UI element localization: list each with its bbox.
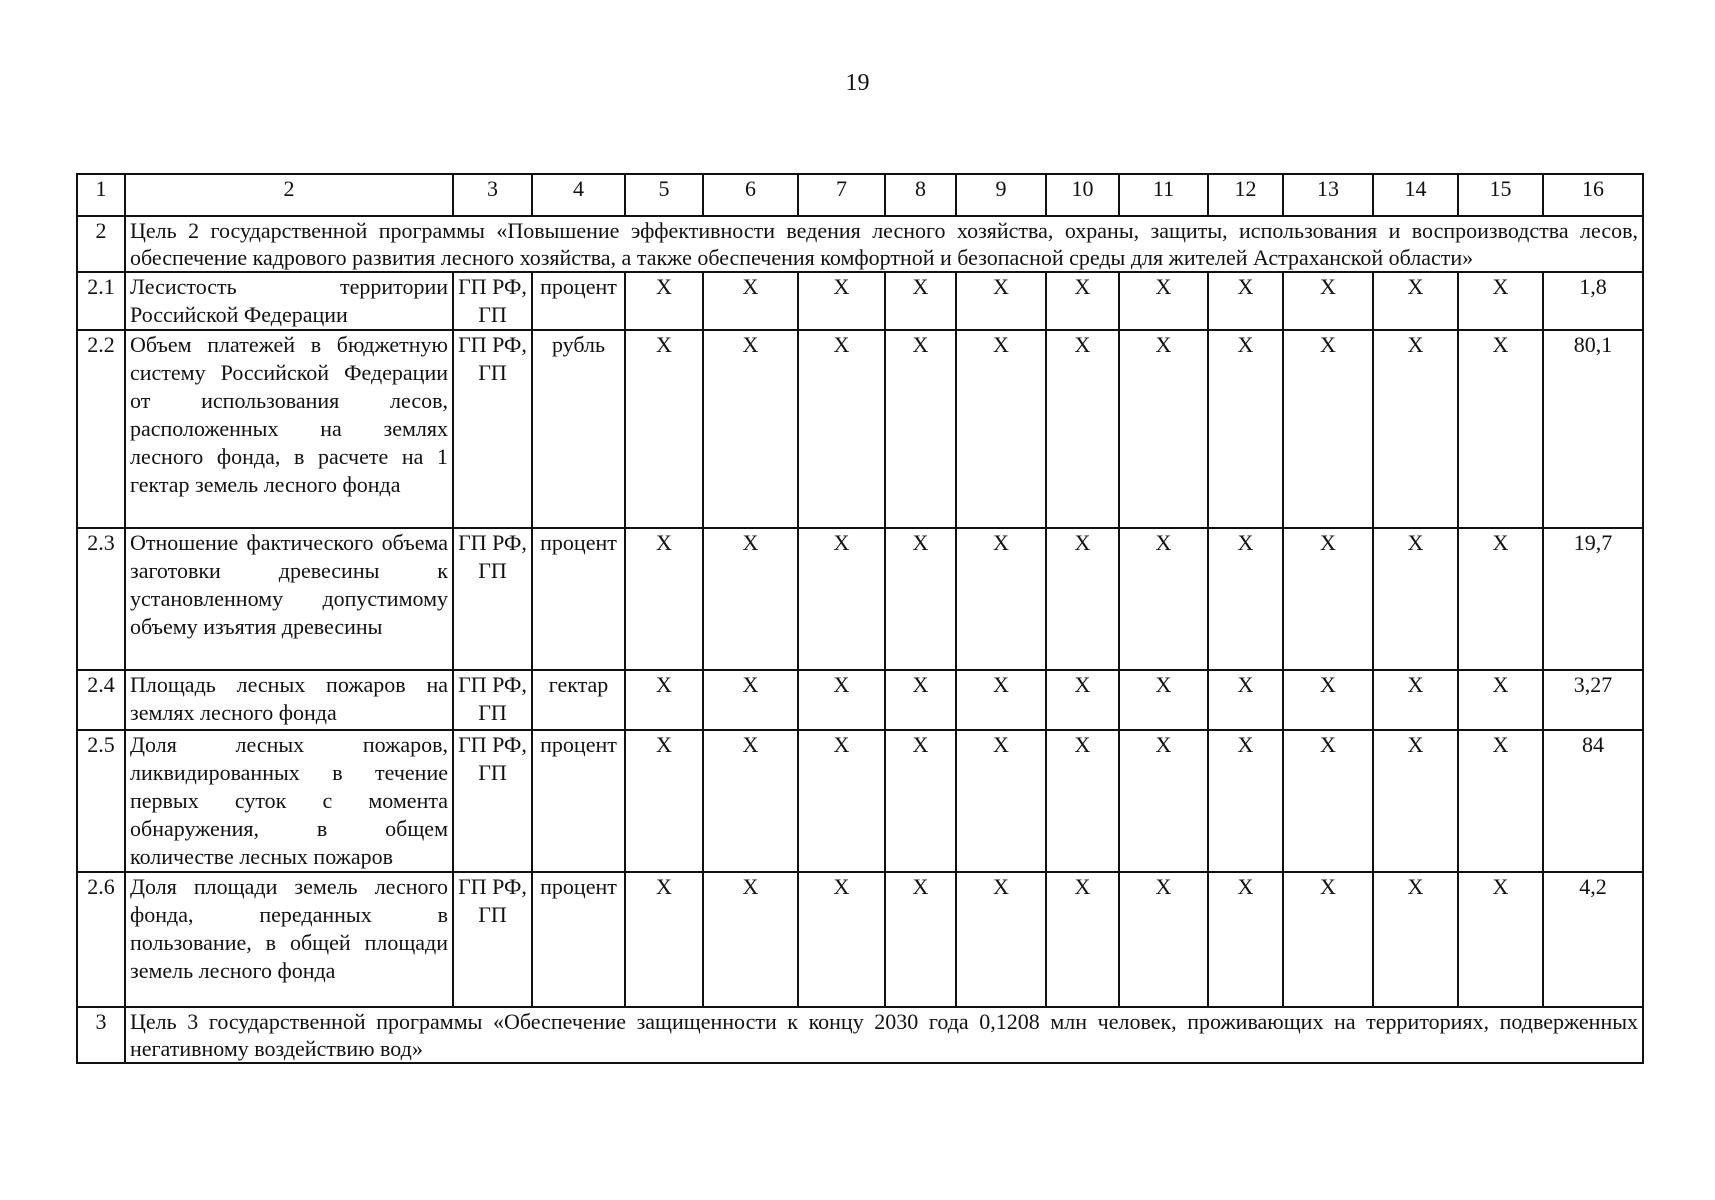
indicator-mark: X — [956, 670, 1046, 730]
indicator-mark: X — [703, 330, 798, 528]
indicator-mark: X — [956, 528, 1046, 670]
indicator-source: ГП РФ, ГП — [453, 330, 532, 528]
indicator-row — [77, 528, 1643, 670]
indicator-mark: X — [798, 330, 885, 528]
indicator-name: Доля площади земель лесного фонда, переданных в пользование, в общей площади земель лесного фонда — [125, 872, 453, 1007]
indicator-mark: X — [625, 528, 703, 670]
indicator-mark: X — [1046, 730, 1119, 872]
indicator-mark: X — [1119, 330, 1208, 528]
indicator-name: Доля лесных пожаров, ликвидированных в течение первых суток с момента обнаружения, в общем количестве лесных пожаров — [125, 730, 453, 872]
indicator-row — [77, 330, 1643, 528]
indicator-value: 84 — [1543, 730, 1643, 872]
indicator-source: ГП РФ, ГП — [453, 730, 532, 872]
indicators-table — [76, 173, 1644, 1064]
indicator-mark: X — [1119, 272, 1208, 330]
indicator-mark: X — [956, 730, 1046, 872]
indicator-mark: X — [798, 872, 885, 1007]
indicator-unit: гектар — [532, 670, 625, 730]
goal-2-text: Цель 2 государственной программы «Повышение эффективности ведения лесного хозяйства, охраны, защиты, использования и воспроизводства лесов, обеспечение кадрового развития лесного хозяйства, а также обеспечения комфортной и безопасной среды для жителей Астраханской области» — [125, 216, 1643, 272]
goal-3-text: Цель 3 государственной программы «Обеспечение защищенности к концу 2030 года 0,1208 млн человек, проживающих на территориях, подверженных негативному воздействию вод» — [125, 1007, 1643, 1063]
column-number-6: 6 — [703, 174, 798, 216]
column-number-4: 4 — [532, 174, 625, 216]
column-number-5: 5 — [625, 174, 703, 216]
indicator-mark: X — [1283, 330, 1373, 528]
indicator-value: 3,27 — [1543, 670, 1643, 730]
column-number-14: 14 — [1373, 174, 1458, 216]
indicator-mark: X — [1119, 528, 1208, 670]
indicator-mark: X — [625, 272, 703, 330]
indicator-mark: X — [703, 670, 798, 730]
indicator-name: Лесистость территории Российской Федерации — [125, 272, 453, 330]
column-number-3: 3 — [453, 174, 532, 216]
indicator-mark: X — [1373, 872, 1458, 1007]
indicator-mark: X — [1458, 330, 1543, 528]
indicator-mark: X — [1208, 670, 1283, 730]
indicator-row — [77, 272, 1643, 330]
indicator-number: 2.1 — [77, 272, 125, 330]
indicator-mark: X — [1208, 528, 1283, 670]
indicator-unit: процент — [532, 528, 625, 670]
indicator-mark: X — [1119, 730, 1208, 872]
indicator-number: 2.2 — [77, 330, 125, 528]
indicator-mark: X — [1458, 670, 1543, 730]
indicator-mark: X — [625, 730, 703, 872]
indicator-mark: X — [703, 528, 798, 670]
indicator-mark: X — [885, 872, 956, 1007]
column-number-7: 7 — [798, 174, 885, 216]
indicator-name: Площадь лесных пожаров на землях лесного фонда — [125, 670, 453, 730]
indicator-mark: X — [1283, 872, 1373, 1007]
indicator-mark: X — [798, 528, 885, 670]
column-number-12: 12 — [1208, 174, 1283, 216]
indicator-mark: X — [1119, 872, 1208, 1007]
indicator-mark: X — [1283, 670, 1373, 730]
indicator-mark: X — [798, 272, 885, 330]
goal-3-row — [77, 1007, 1643, 1063]
indicator-row — [77, 730, 1643, 872]
column-number-2: 2 — [125, 174, 453, 216]
indicator-mark: X — [1373, 272, 1458, 330]
table-body — [77, 174, 1643, 1063]
indicator-mark: X — [885, 528, 956, 670]
indicator-mark: X — [1458, 872, 1543, 1007]
indicator-mark: X — [1283, 730, 1373, 872]
indicator-value: 1,8 — [1543, 272, 1643, 330]
indicator-source: ГП РФ, ГП — [453, 670, 532, 730]
indicator-value: 80,1 — [1543, 330, 1643, 528]
indicator-mark: X — [1283, 528, 1373, 670]
indicator-number: 2.3 — [77, 528, 125, 670]
indicator-unit: процент — [532, 872, 625, 1007]
indicator-mark: X — [1208, 330, 1283, 528]
indicator-mark: X — [703, 872, 798, 1007]
indicator-value: 4,2 — [1543, 872, 1643, 1007]
indicator-mark: X — [1046, 272, 1119, 330]
indicator-mark: X — [1373, 528, 1458, 670]
indicator-row — [77, 872, 1643, 1007]
indicator-name: Объем платежей в бюджетную систему Российской Федерации от использования лесов, расположенных на землях лесного фонда, в расчете на 1 гектар земель лесного фонда — [125, 330, 453, 528]
indicator-mark: X — [1373, 670, 1458, 730]
indicator-number: 2.5 — [77, 730, 125, 872]
goal-3-number: 3 — [77, 1007, 125, 1063]
indicator-source: ГП РФ, ГП — [453, 272, 532, 330]
indicator-mark: X — [885, 272, 956, 330]
indicator-mark: X — [1283, 272, 1373, 330]
column-number-15: 15 — [1458, 174, 1543, 216]
indicator-mark: X — [1046, 528, 1119, 670]
indicator-mark: X — [956, 330, 1046, 528]
indicator-mark: X — [1458, 730, 1543, 872]
goal-2-number: 2 — [77, 216, 125, 272]
indicator-mark: X — [1458, 272, 1543, 330]
indicator-number: 2.4 — [77, 670, 125, 730]
indicator-mark: X — [1458, 528, 1543, 670]
indicator-unit: процент — [532, 730, 625, 872]
column-number-10: 10 — [1046, 174, 1119, 216]
column-number-row — [77, 174, 1643, 216]
indicator-mark: X — [885, 330, 956, 528]
indicator-mark: X — [1208, 272, 1283, 330]
page-number: 19 — [845, 70, 870, 96]
indicator-source: ГП РФ, ГП — [453, 528, 532, 670]
column-number-16: 16 — [1543, 174, 1643, 216]
goal-2-row — [77, 216, 1643, 272]
indicator-number: 2.6 — [77, 872, 125, 1007]
indicator-mark: X — [625, 872, 703, 1007]
indicator-source: ГП РФ, ГП — [453, 872, 532, 1007]
indicator-name: Отношение фактического объема заготовки древесины к установленному допустимому объему изъятия древесины — [125, 528, 453, 670]
column-number-13: 13 — [1283, 174, 1373, 216]
indicator-mark: X — [798, 670, 885, 730]
indicator-mark: X — [1119, 670, 1208, 730]
indicator-value: 19,7 — [1543, 528, 1643, 670]
indicator-mark: X — [1373, 330, 1458, 528]
indicator-mark: X — [1046, 330, 1119, 528]
indicator-mark: X — [956, 872, 1046, 1007]
indicator-mark: X — [885, 730, 956, 872]
indicator-mark: X — [1373, 730, 1458, 872]
indicator-mark: X — [1208, 730, 1283, 872]
indicator-mark: X — [703, 272, 798, 330]
column-number-11: 11 — [1119, 174, 1208, 216]
indicator-mark: X — [703, 730, 798, 872]
indicator-unit: процент — [532, 272, 625, 330]
indicator-mark: X — [625, 330, 703, 528]
indicator-mark: X — [798, 730, 885, 872]
indicator-mark: X — [1208, 872, 1283, 1007]
column-number-9: 9 — [956, 174, 1046, 216]
indicator-mark: X — [1046, 670, 1119, 730]
column-number-1: 1 — [77, 174, 125, 216]
column-number-8: 8 — [885, 174, 956, 216]
indicator-row — [77, 670, 1643, 730]
indicator-mark: X — [1046, 872, 1119, 1007]
indicator-mark: X — [956, 272, 1046, 330]
indicator-mark: X — [625, 670, 703, 730]
indicator-mark: X — [885, 670, 956, 730]
indicator-unit: рубль — [532, 330, 625, 528]
